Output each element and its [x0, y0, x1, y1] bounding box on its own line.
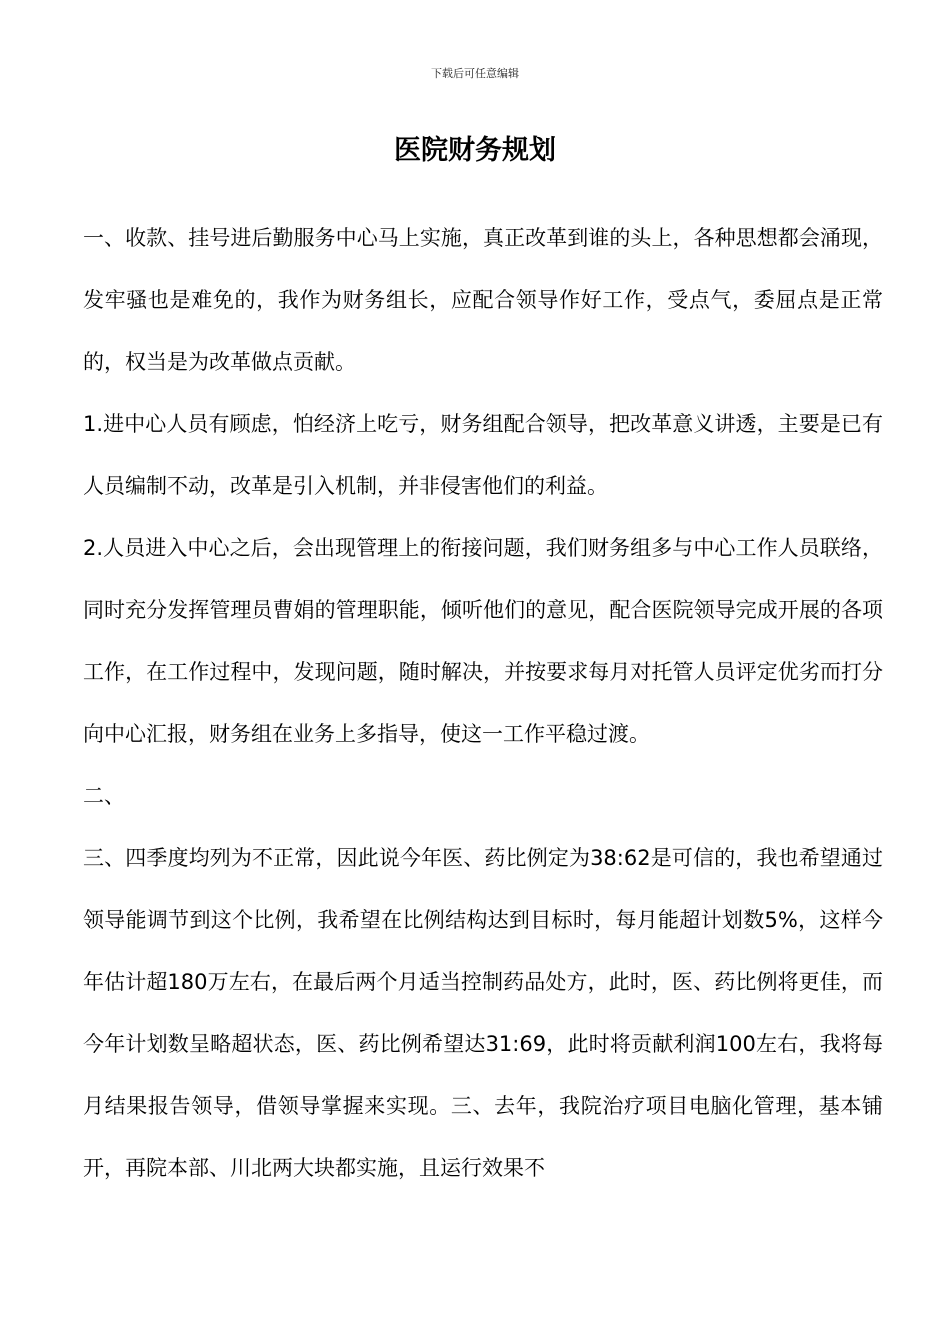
- document-body: [83, 207, 883, 1199]
- paragraph-item-2: 2.人员进入中心之后，会出现管理上的衔接问题，我们财务组多与中心工作人员联络，同时充分发挥管理员曹娟的管理职能，倾听他们的意见，配合医院领导完成开展的各项工作，在工作过程中，发现问题，随时解决，并按要求每月对托管人员评定优劣而打分向中心汇报，财务组在业务上多指导，使这一工作平稳过渡。: [83, 536, 883, 746]
- document-title: 医院财务规划: [394, 135, 556, 166]
- paragraph-section-one: 一、收款、挂号进后勤服务中心马上实施，真正改革到谁的头上，各种思想都会涌现，发牢骚也是难免的，我作为财务组长，应配合领导作好工作，受点气，委屈点是正常的，权当是为改革做点贡献。: [83, 226, 883, 374]
- paragraph-item-1: 1.进中心人员有顾虑，怕经济上吃亏，财务组配合领导，把改革意义讲透，主要是已有人员编制不动，改革是引入机制，并非侵害他们的利益。: [83, 412, 883, 498]
- paragraph-section-three: 三、四季度均列为不正常，因此说今年医、药比例定为38:62是可信的，我也希望通过领导能调节到这个比例，我希望在比例结构达到目标时，每月能超计划数5%，这样今年估计超180万左右，在最后两个月适当控制药品处方，此时，医、药比例将更佳，而今年计划数呈略超状态，医、药比例希望达31:69，此时将贡献利润100左右，我将每月结果报告领导，借领导掌握来实现。三、去年，我院治疗项目电脑化管理，基本铺开，再院本部、川北两大块都实施，且运行效果不: [83, 846, 883, 1180]
- header-note: 下载后可任意编辑: [431, 67, 519, 80]
- paragraph-section-two: 二、: [83, 784, 125, 808]
